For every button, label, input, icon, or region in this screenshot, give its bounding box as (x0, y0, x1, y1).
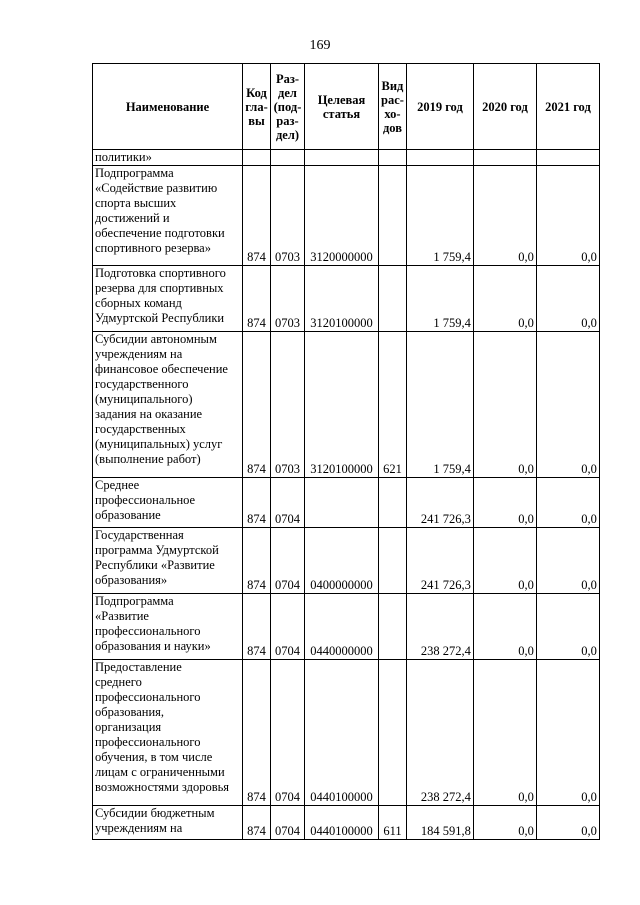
row-chapter: 874 (243, 594, 271, 660)
row-2019: 1 759,4 (406, 332, 473, 478)
row-2019: 1 759,4 (406, 166, 473, 266)
row-section: 0704 (271, 806, 305, 840)
row-chapter: 874 (243, 332, 271, 478)
row-name: Субсидии автономным учреждениям на финансовое обеспечение государственного (муниципального) задания на оказание государственных (муниципальных) услуг (выполнение работ) (93, 332, 243, 478)
row-2019: 1 759,4 (406, 266, 473, 332)
header-2020: 2020 год (473, 64, 536, 150)
row-target (305, 478, 379, 528)
header-section: Раз- дел (под- раз- дел) (271, 64, 305, 150)
row-section: 0703 (271, 166, 305, 266)
row-section: 0704 (271, 660, 305, 806)
header-target-article: Целевая статья (305, 64, 379, 150)
row-2020: 0,0 (473, 660, 536, 806)
row-2021: 0,0 (536, 478, 599, 528)
row-target: 3120100000 (305, 332, 379, 478)
row-2021 (536, 150, 599, 166)
row-2021: 0,0 (536, 166, 599, 266)
row-2020: 0,0 (473, 478, 536, 528)
header-name: Наименование (93, 64, 243, 150)
table-row (93, 594, 600, 660)
header-chapter-code: Код гла- вы (243, 64, 271, 150)
row-section: 0703 (271, 332, 305, 478)
row-expense-type (379, 660, 407, 806)
row-target (305, 150, 379, 166)
row-chapter: 874 (243, 266, 271, 332)
row-2020: 0,0 (473, 166, 536, 266)
header-2021: 2021 год (536, 64, 599, 150)
table-row (93, 806, 600, 840)
row-2019: 184 591,8 (406, 806, 473, 840)
row-chapter (243, 150, 271, 166)
row-2021: 0,0 (536, 660, 599, 806)
row-2019 (406, 150, 473, 166)
row-target: 0440000000 (305, 594, 379, 660)
row-chapter: 874 (243, 166, 271, 266)
row-2021: 0,0 (536, 806, 599, 840)
row-section: 0704 (271, 594, 305, 660)
header-expense-type: Вид рас- хо- дов (379, 64, 407, 150)
row-name: Предоставление среднего профессионального образования, организация профессионального обучения, в том числе лицам с ограниченными возможностями здоровья (93, 660, 243, 806)
row-2020: 0,0 (473, 806, 536, 840)
row-2019: 238 272,4 (406, 594, 473, 660)
row-expense-type (379, 166, 407, 266)
row-name: Подпрограмма «Содействие развитию спорта высших достижений и обеспечение подготовки спортивного резерва» (93, 166, 243, 266)
table-row (93, 660, 600, 806)
row-2020: 0,0 (473, 332, 536, 478)
row-name: Субсидии бюджетным учреждениям на (93, 806, 243, 840)
row-chapter: 874 (243, 528, 271, 594)
table-row (93, 332, 600, 478)
row-2021: 0,0 (536, 594, 599, 660)
row-name: Среднее профессиональное образование (93, 478, 243, 528)
row-target: 3120100000 (305, 266, 379, 332)
table-row (93, 150, 600, 166)
row-2020: 0,0 (473, 528, 536, 594)
page-number: 169 (309, 38, 331, 53)
header-2019: 2019 год (406, 64, 473, 150)
table-row (93, 166, 600, 266)
table-row (93, 528, 600, 594)
row-2019: 241 726,3 (406, 528, 473, 594)
row-2019: 238 272,4 (406, 660, 473, 806)
row-section (271, 150, 305, 166)
table-row (93, 266, 600, 332)
row-target: 3120000000 (305, 166, 379, 266)
row-2020 (473, 150, 536, 166)
row-expense-type: 621 (379, 332, 407, 478)
row-section: 0704 (271, 528, 305, 594)
row-expense-type (379, 594, 407, 660)
row-chapter: 874 (243, 660, 271, 806)
row-name: Подготовка спортивного резерва для спортивных сборных команд Удмуртской Республики (93, 266, 243, 332)
row-expense-type (379, 478, 407, 528)
table-header-row (93, 64, 600, 150)
row-name: Государственная программа Удмуртской Республики «Развитие образования» (93, 528, 243, 594)
row-chapter: 874 (243, 478, 271, 528)
row-expense-type (379, 528, 407, 594)
row-target: 0440100000 (305, 660, 379, 806)
row-target: 0400000000 (305, 528, 379, 594)
row-expense-type (379, 150, 407, 166)
row-2021: 0,0 (536, 266, 599, 332)
row-section: 0703 (271, 266, 305, 332)
row-2020: 0,0 (473, 594, 536, 660)
row-expense-type: 611 (379, 806, 407, 840)
row-2020: 0,0 (473, 266, 536, 332)
row-chapter: 874 (243, 806, 271, 840)
row-2021: 0,0 (536, 332, 599, 478)
row-2019: 241 726,3 (406, 478, 473, 528)
row-section: 0704 (271, 478, 305, 528)
row-expense-type (379, 266, 407, 332)
row-name: Подпрограмма «Развитие профессионального образования и науки» (93, 594, 243, 660)
budget-table (92, 63, 600, 840)
row-2021: 0,0 (536, 528, 599, 594)
row-name: политики» (93, 150, 243, 166)
table-row (93, 478, 600, 528)
row-target: 0440100000 (305, 806, 379, 840)
